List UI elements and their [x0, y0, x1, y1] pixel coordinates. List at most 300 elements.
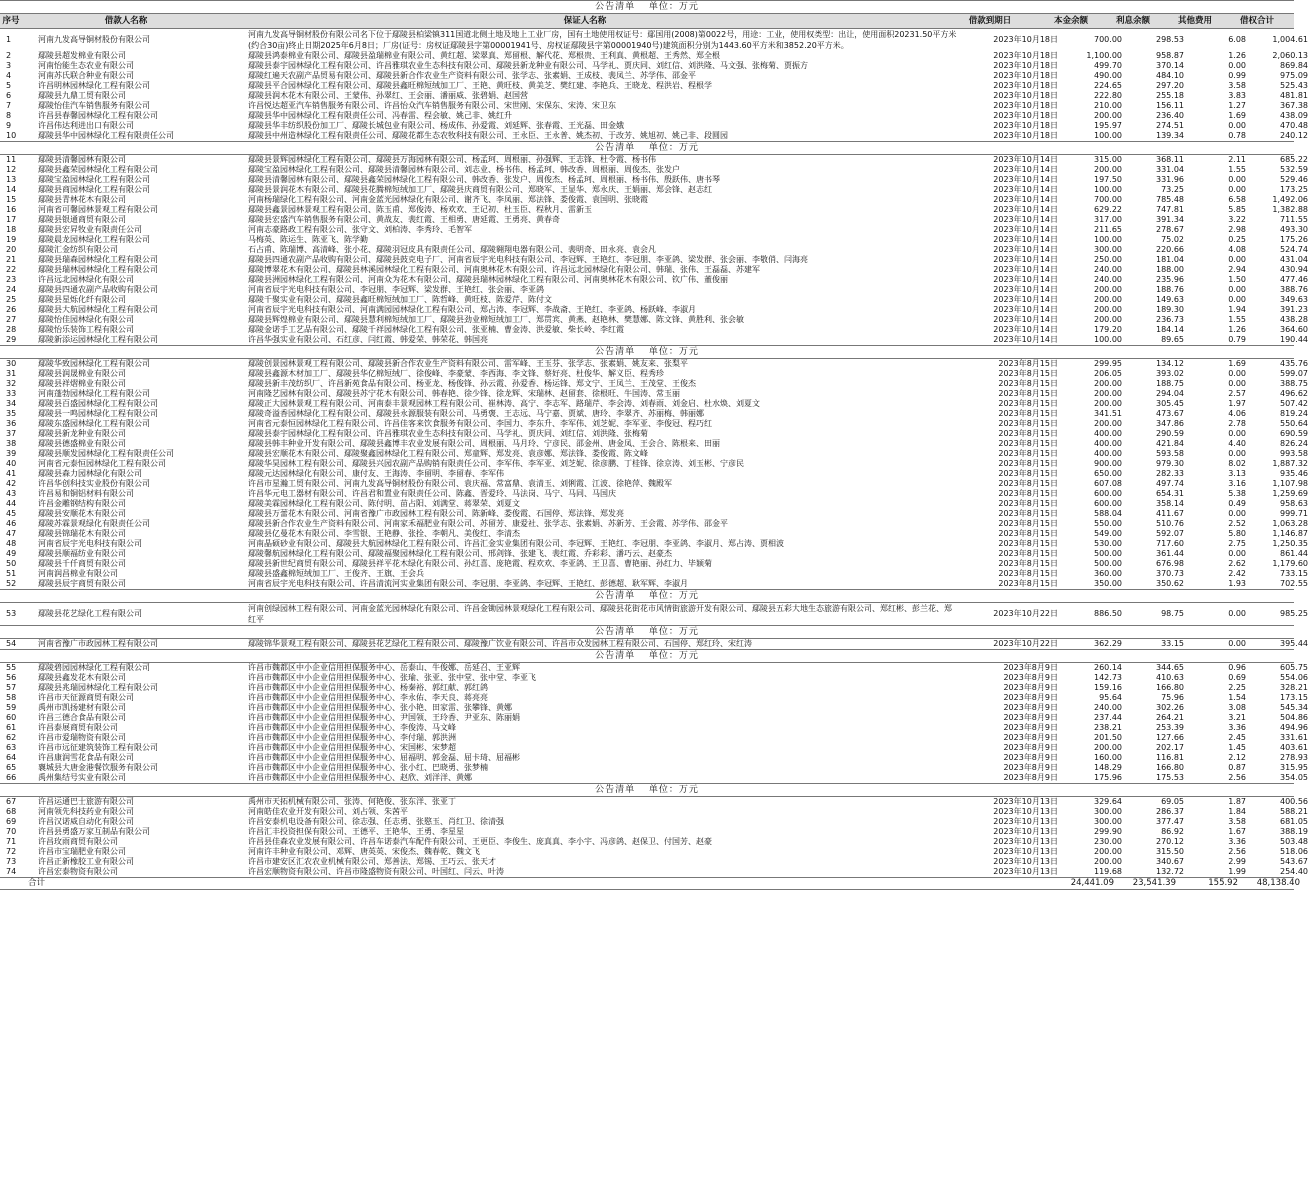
claim-total: 481.81 — [1280, 91, 1308, 100]
guarantor-name: 许昌华强实业有限公司、石红彦、闫红霞、韩爱荣、韩荣花、韩国亮 — [248, 335, 488, 344]
interest-balance: 302.26 — [1156, 703, 1184, 712]
table-row — [0, 663, 1308, 673]
claim-total: 1,250.35 — [1272, 539, 1308, 548]
table-row — [0, 409, 1308, 419]
row-index: 43 — [6, 489, 17, 498]
principal-balance: 206.05 — [1094, 369, 1122, 378]
other-fees: 2.12 — [1228, 753, 1246, 762]
other-fees: 5.38 — [1228, 489, 1246, 498]
row-index: 5 — [6, 81, 12, 90]
table-row — [0, 469, 1308, 479]
claim-total: 975.09 — [1280, 71, 1308, 80]
due-date: 2023年8月9日 — [1003, 733, 1058, 742]
table-row — [0, 857, 1308, 867]
claim-total: 175.26 — [1280, 235, 1308, 244]
claim-total: 354.05 — [1280, 773, 1308, 782]
interest-balance: 391.34 — [1156, 215, 1184, 224]
guarantor-name: 河南省辰宇光电科技有限公司、许昌清流河实业集团有限公司、李冠朋、李亚鸽、李冠辉、王艳红、彭德超、耿军辉、李淑月 — [248, 579, 688, 588]
table-row — [0, 315, 1308, 325]
interest-balance: 593.58 — [1156, 449, 1184, 458]
header-row-index: 序号 — [2, 16, 20, 26]
interest-balance: 270.12 — [1156, 837, 1184, 846]
table-row — [0, 459, 1308, 469]
borrower-name: 鄢陵县银通商贸有限公司 — [38, 215, 126, 224]
unit-title: 公告清单 单位：万元 — [0, 589, 1294, 603]
borrower-name: 鄢陵县德盛棉业有限公司 — [38, 439, 126, 448]
guarantor-name: 鄢陵县景润花木有限公司、鄢陵县花腾棉短绒加工厂、鄢陵县庆商贸有限公司、郑晓军、王显华、郑永庆、王娟丽、郑会锋、赵志红 — [248, 185, 712, 194]
interest-balance: 361.44 — [1156, 549, 1184, 558]
other-fees: 1.94 — [1228, 305, 1246, 314]
guarantor-name: 鄢陵县华中园林绿化工程有限责任公司、冯春雷、程会敏、姚己非、姚红升 — [248, 111, 512, 120]
interest-balance: 89.65 — [1161, 335, 1184, 344]
guarantor-name: 鄢陵县泰宇园林绿化工程有限公司、许昌雅琪农业生态科技有限公司、鄢陵县新龙种业有限公司、马学礼、贾庆同、刘红信、刘洪隆、马文强、张梅菊、贾振方 — [248, 61, 808, 70]
row-index: 50 — [6, 559, 17, 568]
row-index: 61 — [6, 723, 17, 732]
principal-balance: 650.00 — [1094, 469, 1122, 478]
borrower-name: 鄢陵县森力园林绿化有限公司 — [38, 469, 142, 478]
table-row — [0, 165, 1308, 175]
claim-total: 532.59 — [1280, 165, 1308, 174]
due-date: 2023年8月15日 — [998, 399, 1058, 408]
principal-balance: 200.00 — [1094, 379, 1122, 388]
other-fees: 1.93 — [1228, 579, 1246, 588]
interest-balance: 33.15 — [1161, 639, 1184, 648]
row-index: 32 — [6, 379, 17, 388]
principal-balance: 549.00 — [1094, 529, 1122, 538]
table-row — [0, 61, 1308, 71]
claim-total: 1,492.06 — [1272, 195, 1308, 204]
row-index: 30 — [6, 359, 17, 368]
table-row — [0, 195, 1308, 205]
other-fees: 0.00 — [1228, 429, 1246, 438]
principal-balance: 200.00 — [1094, 315, 1122, 324]
guarantor-name: 鄢陵县万蕾花木有限公司、河南省豫广市政园林工程有限公司、陈新峰、娄俊霞、石国停、郑法锋、郑发亮 — [248, 509, 624, 518]
table-row — [0, 867, 1308, 877]
principal-balance: 200.00 — [1094, 847, 1122, 856]
claim-total: 331.61 — [1280, 733, 1308, 742]
row-index: 10 — [6, 131, 17, 140]
due-date: 2023年10月14日 — [993, 235, 1058, 244]
claim-total: 395.44 — [1280, 639, 1308, 648]
fees-total: 155.92 — [1208, 878, 1238, 888]
due-date: 2023年8月9日 — [1003, 753, 1058, 762]
borrower-name: 鄢陵县百盛园林绿化工程有限公司 — [38, 399, 158, 408]
table-row — [0, 101, 1308, 111]
table-row — [0, 773, 1308, 783]
row-index: 4 — [6, 71, 12, 80]
row-index: 41 — [6, 469, 17, 478]
interest-balance: 235.96 — [1156, 275, 1184, 284]
principal-balance: 195.97 — [1094, 121, 1122, 130]
header-due-date: 借款到期日 — [968, 16, 1012, 26]
due-date: 2023年8月15日 — [998, 369, 1058, 378]
row-index: 2 — [6, 51, 12, 60]
borrower-name: 河南领先科技药业有限公司 — [38, 807, 134, 816]
guarantor-name: 许昌县佳森农业发展有限公司、许昌车诺泰汽车配件有限公司、王更臣、李俊生、庞真真、李小宇、冯彦鸽、赵保卫、付国芳、赵豪 — [248, 837, 712, 846]
due-date: 2023年10月13日 — [993, 817, 1058, 826]
row-index: 23 — [6, 275, 17, 284]
table-row — [0, 71, 1308, 81]
other-fees: 2.94 — [1228, 265, 1246, 274]
table-row — [0, 479, 1308, 489]
other-fees: 1.26 — [1228, 325, 1246, 334]
borrower-name: 禹州集结号实业有限公司 — [38, 773, 126, 782]
due-date: 2023年10月14日 — [993, 225, 1058, 234]
total-row — [0, 877, 1300, 890]
guarantor-name: 河南晶硕砂业有限公司、鄢陵县大航园林绿化工程有限公司、许昌汇金实业集团有限公司、李冠辉、王艳红、李冠朋、李亚鸽、李淑月、郑占涛、贾相波 — [248, 539, 784, 548]
other-fees: 2.57 — [1228, 389, 1246, 398]
claim-grand-total: 48,138.40 — [1256, 878, 1300, 888]
borrower-name: 许昌运通巴士旅游有限公司 — [38, 797, 134, 806]
claim-total: 430.94 — [1280, 265, 1308, 274]
claim-total: 477.46 — [1280, 275, 1308, 284]
claim-total: 254.40 — [1280, 867, 1308, 876]
row-index: 52 — [6, 579, 17, 588]
interest-balance: 290.59 — [1156, 429, 1184, 438]
due-date: 2023年10月14日 — [993, 255, 1058, 264]
row-index: 65 — [6, 763, 17, 772]
claim-total: 702.55 — [1280, 579, 1308, 588]
borrower-name: 鄢陵县瑞森园林绿化工程有限公司 — [38, 255, 158, 264]
table-row — [0, 713, 1308, 723]
principal-balance: 237.44 — [1094, 713, 1122, 722]
guarantor-name: 鄢陵县辉煌棉业有限公司、鄢陵县慧利棉短绒加工厂、鄢陵县劲业棉短绒加工厂、郑贯宾、黄燕、赵艳林、樊慧娜、陈文锋、黄胜利、张会敏 — [248, 315, 744, 324]
other-fees: 2.25 — [1228, 683, 1246, 692]
table-row — [0, 285, 1308, 295]
table-row — [0, 449, 1308, 459]
interest-balance: 236.40 — [1156, 111, 1184, 120]
other-fees: 1.27 — [1228, 101, 1246, 110]
other-fees: 1.69 — [1228, 111, 1246, 120]
borrower-name: 鄢陵县花艺绿化工程有限公司 — [38, 609, 142, 618]
interest-balance: 202.17 — [1156, 743, 1184, 752]
claim-total: 470.48 — [1280, 121, 1308, 130]
due-date: 2023年10月18日 — [993, 121, 1058, 130]
row-index: 19 — [6, 235, 17, 244]
principal-balance: 222.80 — [1094, 91, 1122, 100]
due-date: 2023年8月15日 — [998, 449, 1058, 458]
due-date: 2023年8月9日 — [1003, 703, 1058, 712]
interest-balance: 785.48 — [1156, 195, 1184, 204]
row-index: 7 — [6, 101, 12, 110]
row-index: 51 — [6, 569, 17, 578]
row-index: 22 — [6, 265, 17, 274]
interest-balance: 473.67 — [1156, 409, 1184, 418]
other-fees: 1.50 — [1228, 275, 1246, 284]
due-date: 2023年10月13日 — [993, 807, 1058, 816]
principal-balance: 100.00 — [1094, 235, 1122, 244]
table-row — [0, 529, 1308, 539]
principal-balance: 400.00 — [1094, 449, 1122, 458]
row-index: 64 — [6, 753, 17, 762]
guarantor-name: 鄢陵正大园林景观工程有限公司、河南泰丰景观园林工程有限公司、崔林涛、高宁、李志军、路瑞芹、李会涛、刘春雨、刘金启、杜水焕、刘夏文 — [248, 399, 760, 408]
row-index: 63 — [6, 743, 17, 752]
guarantor-name: 河南隆艺园林有限公司、鄢陵县苏宁花木有限公司、韩春艳、徐少锋、徐龙辉、宋瑞林、赵留套、徐根旺、牛国涛、常玉丽 — [248, 389, 680, 398]
due-date: 2023年10月13日 — [993, 797, 1058, 806]
guarantor-name: 鄢陵县中州造林绿化工程有限责任公司、鄢陵花都生态农牧科技有限公司、王永臣、王永普、姚杰初、于改芳、姚旭初、姚己非、段圆园 — [248, 131, 728, 140]
principal-balance: 360.00 — [1094, 569, 1122, 578]
due-date: 2023年10月13日 — [993, 837, 1058, 846]
table-row — [0, 723, 1308, 733]
principal-balance: 100.00 — [1094, 185, 1122, 194]
interest-balance: 510.76 — [1156, 519, 1184, 528]
borrower-name: 河南蓬勃园林绿化工程有限公司 — [38, 389, 150, 398]
guarantor-name: 鄢陵馨航园林绿化工程有限公司、鄢陵福聚园林绿化工程有限公司、邢剑锋、张建飞、裴红霞、乔彩彩、潘巧云、赵豪杰 — [248, 549, 672, 558]
claim-total: 388.75 — [1280, 379, 1308, 388]
borrower-name: 鄢陵华致园林绿化工程有限公司 — [38, 359, 150, 368]
due-date: 2023年10月18日 — [993, 51, 1058, 60]
claim-total: 367.38 — [1280, 101, 1308, 110]
principal-balance: 317.00 — [1094, 215, 1122, 224]
other-fees: 5.80 — [1228, 529, 1246, 538]
due-date: 2023年10月14日 — [993, 155, 1058, 164]
interest-balance: 253.39 — [1156, 723, 1184, 732]
principal-balance: 900.00 — [1094, 459, 1122, 468]
other-fees: 0.78 — [1228, 131, 1246, 140]
principal-balance: 200.00 — [1094, 389, 1122, 398]
due-date: 2023年10月14日 — [993, 265, 1058, 274]
other-fees: 3.58 — [1228, 817, 1246, 826]
guarantor-name: 鄢陵县韩丰种业开发有限公司、鄢陵县鑫博丰农业发展有限公司、周根丽、马月玲、宁彦民、邵金州、唐金凤、王会合、陈根来、田丽 — [248, 439, 720, 448]
other-fees: 2.75 — [1228, 539, 1246, 548]
other-fees: 3.83 — [1228, 91, 1246, 100]
interest-balance: 134.12 — [1156, 359, 1184, 368]
claim-total: 400.56 — [1280, 797, 1308, 806]
principal-balance: 210.00 — [1094, 101, 1122, 110]
claim-total: 496.62 — [1280, 389, 1308, 398]
due-date: 2023年8月9日 — [1003, 693, 1058, 702]
principal-balance: 200.00 — [1094, 165, 1122, 174]
principal-balance: 300.00 — [1094, 245, 1122, 254]
claim-total: 599.07 — [1280, 369, 1308, 378]
guarantor-name: 鄢陵县盛鑫棉短绒加工厂、王俊齐、王旗、王会兵 — [248, 569, 424, 578]
other-fees: 0.00 — [1228, 185, 1246, 194]
principal-balance: 500.00 — [1094, 549, 1122, 558]
other-fees: 2.45 — [1228, 733, 1246, 742]
row-index: 3 — [6, 61, 12, 70]
guarantor-name: 鄢陵县四通农副产品收购有限公司、鄢陵县鼓克电子厂、河南省辰宇光电科技有限公司、李冠辉、王艳红、李冠朋、李亚鸽、梁发群、张会丽、李敬俏、闫海亮 — [248, 255, 808, 264]
guarantor-name: 许昌悦达超亚汽车销售服务有限公司、许昌怡众汽车销售服务有限公司、宋世刚、宋保东、宋涛、宋卫东 — [248, 101, 616, 110]
interest-balance: 184.14 — [1156, 325, 1184, 334]
due-date: 2023年8月15日 — [998, 419, 1058, 428]
claim-total: 993.58 — [1280, 449, 1308, 458]
claim-total: 605.75 — [1280, 663, 1308, 672]
claim-total: 1,259.69 — [1272, 489, 1308, 498]
table-row — [0, 255, 1308, 265]
row-index: 27 — [6, 315, 17, 324]
table-row — [0, 519, 1308, 529]
borrower-name: 鄢陵汇金纺织有限公司 — [38, 245, 118, 254]
due-date: 2023年8月15日 — [998, 469, 1058, 478]
interest-balance: 676.98 — [1156, 559, 1184, 568]
row-index: 38 — [6, 439, 17, 448]
interest-balance: 747.81 — [1156, 205, 1184, 214]
interest-balance: 393.02 — [1156, 369, 1184, 378]
interest-balance: 127.66 — [1156, 733, 1184, 742]
guarantor-name: 鄢陵元达园林绿化有限公司、康付友、王海涛、李留明、李留春、李军伟 — [248, 469, 504, 478]
guarantor-name: 鄢陵县鑫景园林景观工程有限公司、陈玉甫、郑俊涛、杨欢欢、王记初、杜玉臣、程秋月、雷新玉 — [248, 205, 592, 214]
due-date: 2023年8月9日 — [1003, 763, 1058, 772]
principal-balance: 362.29 — [1094, 639, 1122, 648]
other-fees: 0.00 — [1228, 61, 1246, 70]
header-interest-balance: 利息余额 — [1115, 16, 1150, 26]
row-index: 18 — [6, 225, 17, 234]
row-index: 1 — [6, 35, 12, 44]
claim-total: 588.21 — [1280, 807, 1308, 816]
interest-balance: 264.21 — [1156, 713, 1184, 722]
borrower-name: 鄢陵县鑫发花木有限公司 — [38, 673, 126, 682]
due-date: 2023年10月18日 — [993, 81, 1058, 90]
principal-balance: 400.00 — [1094, 429, 1122, 438]
claim-total: 733.15 — [1280, 569, 1308, 578]
row-index: 59 — [6, 703, 17, 712]
table-row — [0, 295, 1308, 305]
interest-balance: 166.80 — [1156, 683, 1184, 692]
row-index: 54 — [6, 639, 17, 648]
guarantor-name: 鄢陵美霖园林绿化工程有限公司、陈付明、苗占阳、刘满堂、蒋翠荣、刘夏文 — [248, 499, 520, 508]
other-fees: 1.97 — [1228, 399, 1246, 408]
interest-balance: 149.63 — [1156, 295, 1184, 304]
principal-balance: 119.68 — [1094, 867, 1122, 876]
borrower-name: 河南怡能生态农业有限公司 — [38, 61, 134, 70]
principal-balance: 200.00 — [1094, 743, 1122, 752]
guarantor-name: 鄢陵华昊园林工程有限公司、鄢陵县兴园农副产品购销有限责任公司、李军伟、李军亚、刘芝妮、徐彦鹏、丁桂锋、徐京涛、刘玉彬、宁彦民 — [248, 459, 744, 468]
interest-balance: 75.96 — [1161, 693, 1184, 702]
due-date: 2023年8月15日 — [998, 389, 1058, 398]
due-date: 2023年10月14日 — [993, 335, 1058, 344]
principal-balance: 200.00 — [1094, 305, 1122, 314]
interest-balance: 979.30 — [1156, 459, 1184, 468]
table-row — [0, 419, 1308, 429]
interest-balance: 294.04 — [1156, 389, 1184, 398]
interest-balance: 98.75 — [1161, 609, 1184, 618]
due-date: 2023年10月14日 — [993, 295, 1058, 304]
row-index: 21 — [6, 255, 17, 264]
interest-balance: 298.53 — [1156, 35, 1184, 44]
principal-balance: 200.00 — [1094, 399, 1122, 408]
principal-balance: 95.64 — [1099, 693, 1122, 702]
interest-balance: 116.81 — [1156, 753, 1184, 762]
claim-total: 391.23 — [1280, 305, 1308, 314]
guarantor-name: 鄢陵县新丰茂纺织厂、许昌新苑食品有限公司、杨亚龙、杨俊锋、孙云霞、孙爱香、杨运锋、郑文宁、王凤兰、王茂堂、王俊杰 — [248, 379, 696, 388]
other-fees: 0.69 — [1228, 673, 1246, 682]
table-row — [0, 379, 1308, 389]
claim-total: 438.09 — [1280, 111, 1308, 120]
header-principal-balance: 本金余额 — [1053, 16, 1088, 26]
other-fees: 3.16 — [1228, 479, 1246, 488]
claim-total: 1,887.32 — [1272, 459, 1308, 468]
due-date: 2023年10月14日 — [993, 285, 1058, 294]
borrower-name: 鄢陵碧园园林绿化工程有限公司 — [38, 663, 150, 672]
principal-balance: 197.50 — [1094, 175, 1122, 184]
other-fees: 3.58 — [1228, 81, 1246, 90]
unit-title: 公告清单 单位：万元 — [0, 625, 1294, 639]
claim-total: 958.63 — [1280, 499, 1308, 508]
claim-total: 819.24 — [1280, 409, 1308, 418]
borrower-name: 鄢陵县辰宇商贸有限公司 — [38, 579, 126, 588]
table-row — [0, 275, 1308, 285]
claim-total: 504.86 — [1280, 713, 1308, 722]
claim-total: 190.44 — [1280, 335, 1308, 344]
borrower-name: 许昌市宝瑞肥业有限公司 — [38, 847, 126, 856]
principal-balance: 1,100.00 — [1086, 51, 1122, 60]
interest-balance: 188.76 — [1156, 285, 1184, 294]
claim-total: 2,060.13 — [1272, 51, 1308, 60]
table-row — [0, 429, 1308, 439]
due-date: 2023年8月9日 — [1003, 663, 1058, 672]
row-index: 73 — [6, 857, 17, 866]
other-fees: 2.99 — [1228, 857, 1246, 866]
guarantor-name: 河南杨瑞绿化工程有限公司、河南金蓝光园林绿化有限公司、谢齐飞、李凤丽、郑法锋、娄俊霞、袁国明、张晓霞 — [248, 195, 648, 204]
principal-balance: 200.00 — [1094, 285, 1122, 294]
table-row — [0, 569, 1308, 579]
principal-balance: 200.00 — [1094, 111, 1122, 120]
other-fees: 0.00 — [1228, 549, 1246, 558]
borrower-name: 鄢陵县鑫荣园林绿化工程有限公司 — [38, 165, 158, 174]
header-guarantor-name: 保证人名称 — [563, 16, 607, 26]
due-date: 2023年8月15日 — [998, 539, 1058, 548]
other-fees: 3.22 — [1228, 215, 1246, 224]
borrower-name: 鄢陵宝盈园林绿化工程有限公司 — [38, 175, 150, 184]
claim-total: 685.22 — [1280, 155, 1308, 164]
due-date: 2023年10月14日 — [993, 325, 1058, 334]
other-fees: 0.00 — [1228, 449, 1246, 458]
table-row — [0, 797, 1308, 807]
guarantor-name: 许昌市魏都区中小企业信用担保服务中心、赵欣、刘洋洋、黄娜 — [248, 773, 472, 782]
principal-balance: 175.96 — [1094, 773, 1122, 782]
claim-total: 431.04 — [1280, 255, 1308, 264]
claim-total: 240.12 — [1280, 131, 1308, 140]
principal-balance: 500.00 — [1094, 559, 1122, 568]
row-index: 28 — [6, 325, 17, 334]
borrower-name: 鄢陵新添运园林绿化工程有限公司 — [38, 335, 158, 344]
claim-total: 529.46 — [1280, 175, 1308, 184]
guarantor-name: 鄢陵奇溢香园林绿化工程有限公司、鄢陵县永源服装有限公司、马勇褒、王志远、马宁嘉、贾斌、唐玲、李翠齐、苏丽梅、韩丽娜 — [248, 409, 704, 418]
table-row — [0, 51, 1308, 61]
table-row — [0, 369, 1308, 379]
other-fees: 8.02 — [1228, 459, 1246, 468]
other-fees: 3.36 — [1228, 837, 1246, 846]
guarantor-name: 鄢陵金诺手工艺品有限公司、鄢陵千祥园林绿化工程有限公司、张亚楠、曹金涛、洪爱敏、柴长岭、李红霞 — [248, 325, 624, 334]
principal-total: 24,441.09 — [1070, 878, 1114, 888]
row-index: 47 — [6, 529, 17, 538]
guarantor-name: 鄢陵县鸿泰棉业有限公司、鄢陵县盈瑞棉业有限公司、黄红超、梁翠真、郑留根、解代花、郑根贵、王利真、黄根超、王秀然、郑全根 — [248, 51, 720, 60]
interest-balance: 69.05 — [1161, 797, 1184, 806]
borrower-name: 许昌市远征建筑装饰工程有限公司 — [38, 743, 158, 752]
claim-total: 493.30 — [1280, 225, 1308, 234]
principal-balance: 315.00 — [1094, 155, 1122, 164]
guarantor-name: 鄢陵县宏盛汽车销售服务有限公司、黄战友、裴红霞、王相勇、唐延霞、王勇亮、黄春奇 — [248, 215, 560, 224]
row-index: 26 — [6, 305, 17, 314]
interest-balance: 181.04 — [1156, 255, 1184, 264]
borrower-name: 许昌远北园林绿化有限公司 — [38, 275, 134, 284]
principal-balance: 341.51 — [1094, 409, 1122, 418]
table-row — [0, 509, 1308, 519]
due-date: 2023年8月15日 — [998, 559, 1058, 568]
row-index: 56 — [6, 673, 17, 682]
guarantor-name: 鄢陵县洲园林绿化工程有限公司、河南众为花木有限公司、鄢陵县瑞林园林绿化工程有限公司、河南奥林花木有限公司、钦广伟、董俊丽 — [248, 275, 728, 284]
claim-total: 507.42 — [1280, 399, 1308, 408]
borrower-name: 河南苏氏联合种业有限公司 — [38, 71, 134, 80]
other-fees: 2.56 — [1228, 847, 1246, 856]
interest-balance: 278.67 — [1156, 225, 1184, 234]
interest-balance: 410.63 — [1156, 673, 1184, 682]
table-row — [0, 693, 1308, 703]
guarantor-name: 鄢陵县宏顺花木有限公司、鄢陵聚鑫园林绿化工程有限公司、郑童辉、郑发亮、袁彦娜、郑法锋、娄俊霞、陈文峰 — [248, 449, 648, 458]
principal-balance: 530.00 — [1094, 539, 1122, 548]
guarantor-name: 许昌宏顺物资有限公司、许昌市隆盛物资有限公司、叶国红、闫云、叶涛 — [248, 867, 504, 876]
other-fees: 1.45 — [1228, 743, 1246, 752]
